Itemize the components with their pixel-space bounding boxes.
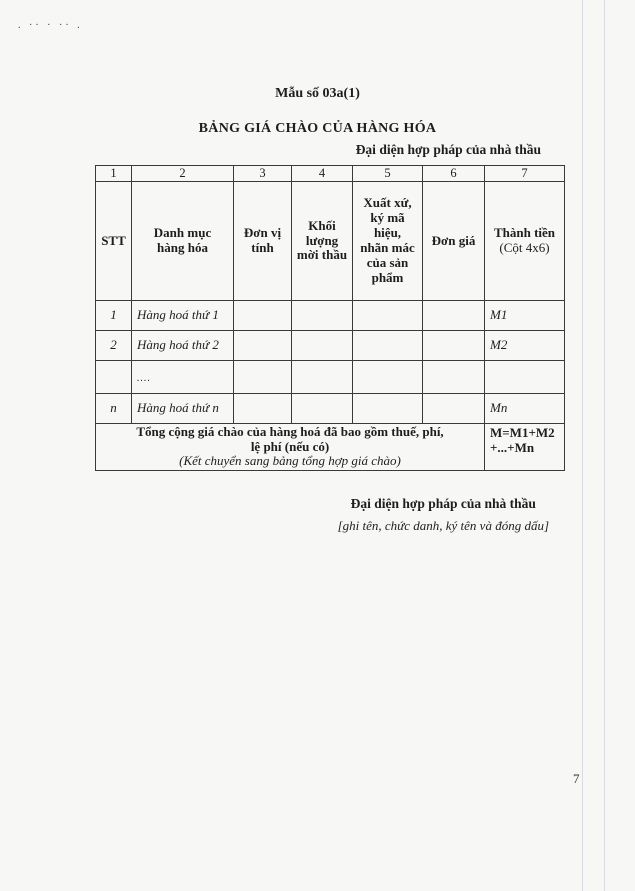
form-number: Mẫu số 03a(1) [275, 86, 360, 101]
header-origin-line: của sản [366, 254, 409, 270]
total-label [96, 424, 485, 471]
row-unit-price [423, 331, 485, 361]
header-stt: STT [96, 182, 132, 301]
row-quantity [292, 331, 353, 361]
row-unit [234, 301, 292, 331]
row-unit [234, 361, 292, 394]
table-row [96, 394, 565, 424]
column-number: 4 [292, 166, 353, 182]
row-origin [353, 361, 423, 394]
row-origin [353, 331, 423, 361]
row-stt: 2 [96, 331, 132, 361]
header-item-line: Danh mục [153, 225, 212, 241]
table-row [96, 331, 565, 361]
row-unit [234, 394, 292, 424]
scan-specks: . ·· · ·· . [18, 20, 83, 31]
row-amount: Mn [485, 394, 565, 424]
signature-title: Đại diện hợp pháp của nhà thầu [350, 496, 536, 511]
total-note: (Kết chuyển sang bảng tổng hợp giá chào) [179, 453, 401, 469]
header-amount-formula: (Cột 4x6) [499, 240, 550, 255]
header-quantity-line: Khối [308, 217, 336, 233]
header-quantity-line: mời thầu [296, 247, 348, 263]
price-quote-table [95, 165, 565, 471]
column-number: 2 [132, 166, 234, 182]
row-unit-price [423, 301, 485, 331]
row-amount: M1 [485, 301, 565, 331]
row-quantity [292, 394, 353, 424]
row-stt [96, 361, 132, 394]
header-origin-line: nhãn mác [360, 240, 415, 255]
row-amount: M2 [485, 331, 565, 361]
total-value-line: M=M1+M2 [490, 425, 555, 440]
header-origin [353, 182, 423, 301]
row-quantity [292, 361, 353, 394]
header-unit-line: Đơn vị [243, 225, 282, 241]
row-stt: 1 [96, 301, 132, 331]
header-origin-line: Xuất xứ, [363, 195, 412, 211]
row-amount [485, 361, 565, 394]
signature-instruction: [ghi tên, chức danh, ký tên và đóng dấu] [337, 518, 549, 533]
table-row [96, 301, 565, 331]
header-origin-line: ký mã [370, 210, 405, 226]
row-quantity [292, 301, 353, 331]
ellipsis-text: .... [137, 372, 151, 384]
row-unit [234, 331, 292, 361]
row-unit-price [423, 361, 485, 394]
column-number-row [96, 166, 565, 182]
row-origin [353, 301, 423, 331]
column-number: 6 [423, 166, 485, 182]
column-number: 3 [234, 166, 292, 182]
total-label-line: Tổng cộng giá chào của hàng hoá đã bao gồm thuế, phí, [136, 423, 444, 439]
column-number: 5 [353, 166, 423, 182]
header-item-line: hàng hóa [157, 240, 208, 255]
total-value [485, 424, 565, 471]
page-number: 7 [573, 771, 580, 786]
row-item-name: Hàng hoá thứ 2 [132, 331, 234, 361]
table-row [96, 361, 565, 394]
header-quantity [292, 182, 353, 301]
row-origin [353, 394, 423, 424]
representative-label-top: Đại diện hợp pháp của nhà thầu [355, 142, 541, 157]
header-origin-line: hiệu, [373, 225, 402, 241]
row-item-name: Hàng hoá thứ 1 [132, 301, 234, 331]
signature-block [338, 496, 549, 534]
header-unit-price: Đơn giá [423, 182, 485, 301]
header-unit-line: tính [251, 240, 274, 255]
row-unit-price [423, 394, 485, 424]
row-stt: n [96, 394, 132, 424]
header-unit [234, 182, 292, 301]
header-row [96, 182, 565, 301]
total-value-line: +...+Mn [490, 439, 535, 455]
header-item [132, 182, 234, 301]
row-item-name: Hàng hoá thứ n [132, 394, 234, 424]
header-amount [485, 182, 565, 301]
header-origin-line: phẩm [371, 269, 404, 285]
header-amount-line: Thành tiền [493, 225, 556, 241]
row-item-name [132, 361, 234, 394]
total-row [96, 424, 565, 471]
header-quantity-line: lượng [305, 232, 339, 248]
column-number: 7 [485, 166, 565, 182]
column-number: 1 [96, 166, 132, 182]
total-label-line: lệ phí (nếu có) [250, 438, 330, 454]
document-title: BẢNG GIÁ CHÀO CỦA HÀNG HÓA [198, 121, 437, 136]
